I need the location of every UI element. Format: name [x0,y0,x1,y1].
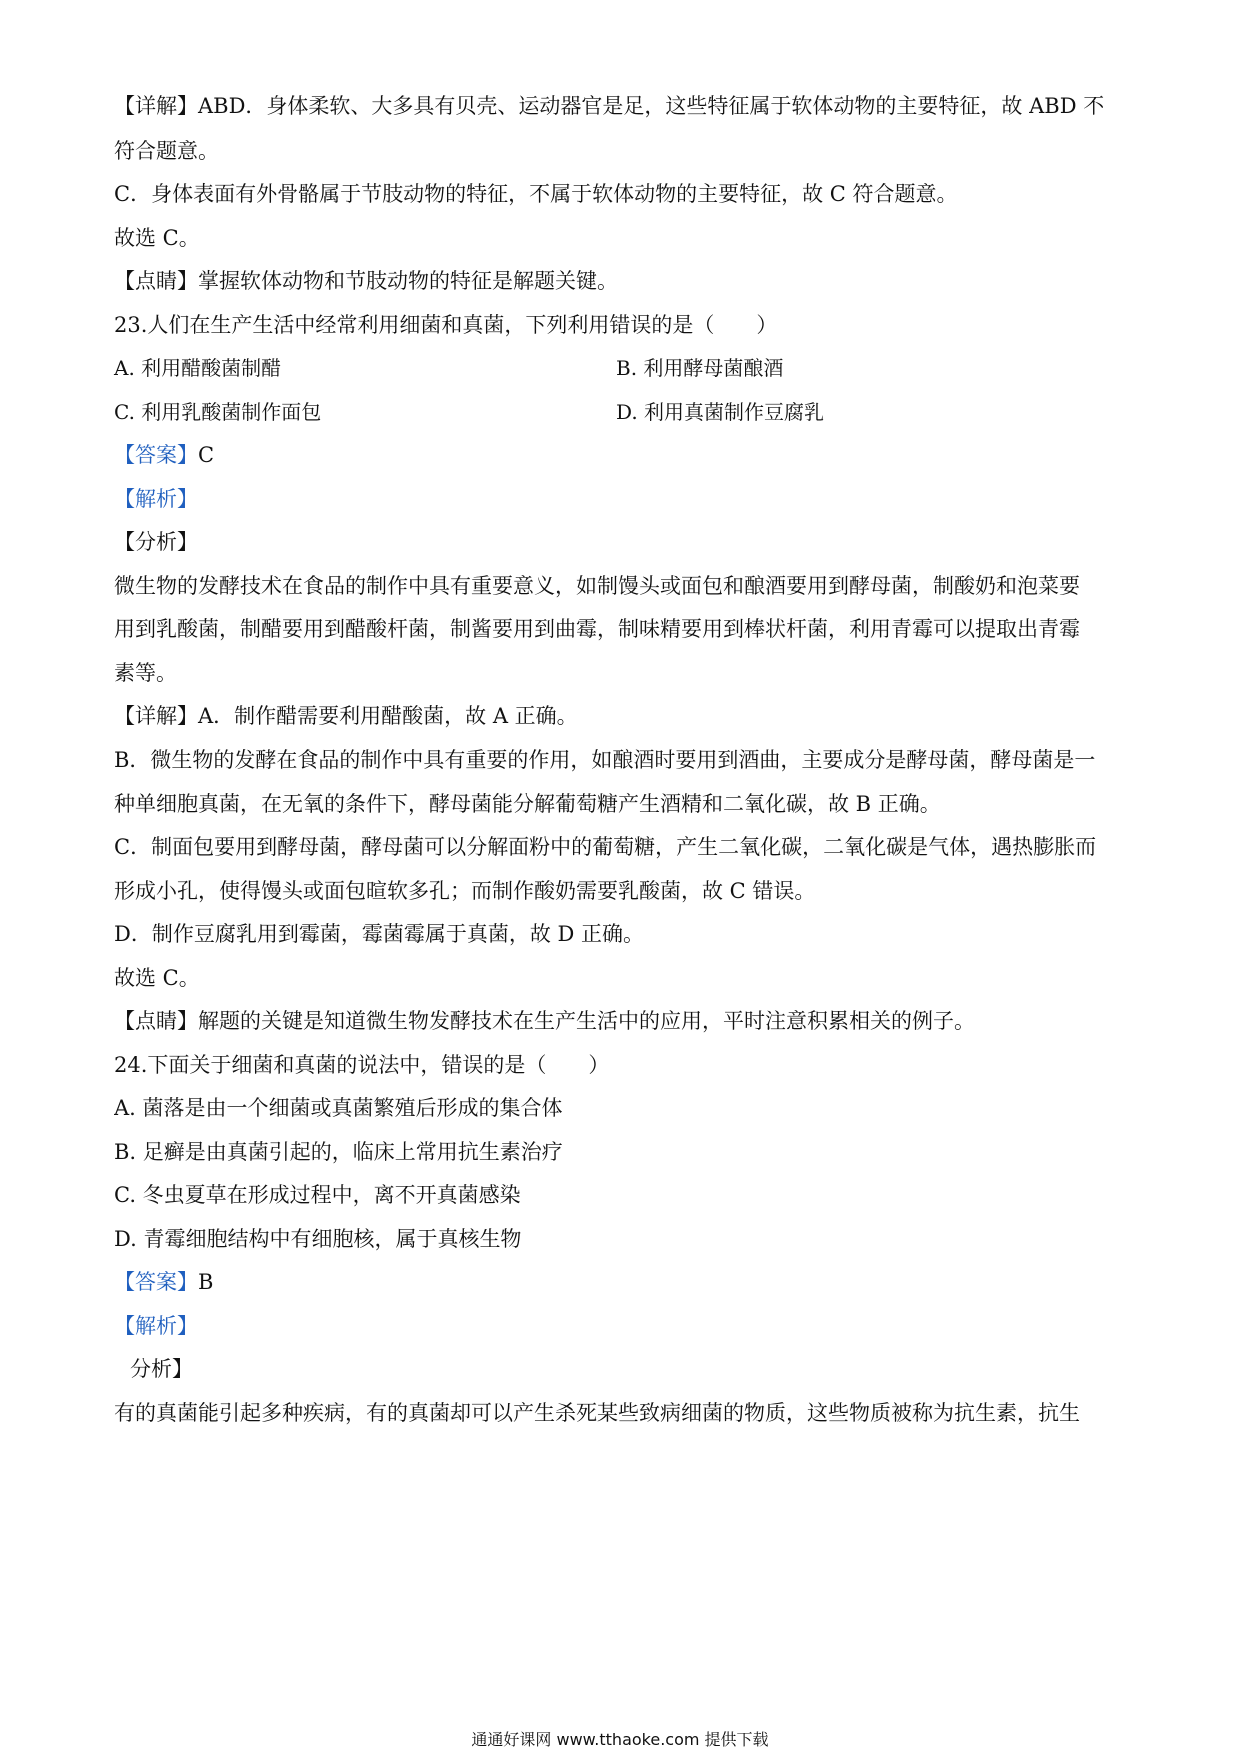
answer-tag: 【答案】 [114,443,198,467]
analysis-paragraph: 微生物的发酵技术在食品的制作中具有重要意义，如制馒头或面包和酿酒要用到酵母菌，制酸奶和泡菜要 [114,574,1080,598]
question-23: 23.人们在生产生活中经常利用细菌和真菌，下列利用错误的是（ ） [114,313,778,337]
conclusion: 故选 C。 [114,966,200,990]
detail-paragraph: D．制作豆腐乳用到霉菌，霉菌霉属于真菌，故 D 正确。 [114,922,645,946]
q23-option-d: D. 利用真菌制作豆腐乳 [616,400,825,424]
question-24: 24.下面关于细菌和真菌的说法中，错误的是（ ） [114,1053,610,1077]
detail-paragraph: 【详解】ABD．身体柔软、大多具有贝壳、运动器官是足，这些特征属于软体动物的主要特征，故 ABD 不 [114,94,1105,118]
detail-paragraph: 形成小孔，使得馒头或面包暄软多孔；而制作酸奶需要乳酸菌，故 C 错误。 [114,879,816,903]
analysis-tag: 【解析】 [114,1314,198,1338]
analysis-heading: 【分析】 [114,530,198,554]
detail-paragraph: 种单细胞真菌，在无氧的条件下，酵母菌能分解葡萄糖产生酒精和二氧化碳，故 B 正确。 [114,792,941,816]
q24-option-d: D. 青霉细胞结构中有细胞核，属于真核生物 [114,1227,522,1251]
q24-option-c: C. 冬虫夏草在形成过程中，离不开真菌感染 [114,1183,521,1207]
q24-option-a: A. 菌落是由一个细菌或真菌繁殖后形成的集合体 [114,1096,563,1120]
conclusion: 故选 C。 [114,226,200,250]
detail-paragraph: B．微生物的发酵在食品的制作中具有重要的作用，如酿酒时要用到酒曲，主要成分是酵母菌，酵母菌是一 [114,748,1096,772]
answer-value: B [198,1270,214,1294]
q23-option-c: C. 利用乳酸菌制作面包 [114,400,322,424]
footer-source: 通通好课网 www.tthaoke.com 提供下载 [471,1730,769,1749]
q23-option-b: B. 利用酵母菌酿酒 [616,356,784,380]
detail-paragraph: 符合题意。 [114,139,219,163]
answer-line [114,441,1128,469]
answer-tag: 【答案】 [114,1270,198,1294]
answer-value: C [198,443,215,467]
tip-paragraph: 【点睛】掌握软体动物和节肢动物的特征是解题关键。 [114,269,618,293]
analysis-paragraph: 素等。 [114,661,177,685]
analysis-paragraph: 用到乳酸菌，制醋要用到醋酸杆菌，制酱要用到曲霉，制味精要用到棒状杆菌，利用青霉可以提取出青霉 [114,617,1080,641]
analysis-tag: 【解析】 [114,487,198,511]
detail-paragraph: 【详解】A．制作醋需要利用醋酸菌，故 A 正确。 [114,704,578,728]
analysis-heading: 分析】 [130,1357,193,1381]
detail-paragraph: C．制面包要用到酵母菌，酵母菌可以分解面粉中的葡萄糖，产生二氧化碳，二氧化碳是气体，遇热膨胀而 [114,835,1097,859]
tip-paragraph: 【点睛】解题的关键是知道微生物发酵技术在生产生活中的应用，平时注意积累相关的例子。 [114,1009,975,1033]
answer-line [114,1268,1128,1296]
q23-option-a: A. 利用醋酸菌制醋 [114,356,282,380]
q24-option-b: B. 足癣是由真菌引起的，临床上常用抗生素治疗 [114,1140,563,1164]
analysis-paragraph: 有的真菌能引起多种疾病，有的真菌却可以产生杀死某些致病细菌的物质，这些物质被称为抗生素，抗生 [114,1401,1080,1425]
detail-paragraph: C．身体表面有外骨骼属于节肢动物的特征，不属于软体动物的主要特征，故 C 符合题意。 [114,182,958,206]
